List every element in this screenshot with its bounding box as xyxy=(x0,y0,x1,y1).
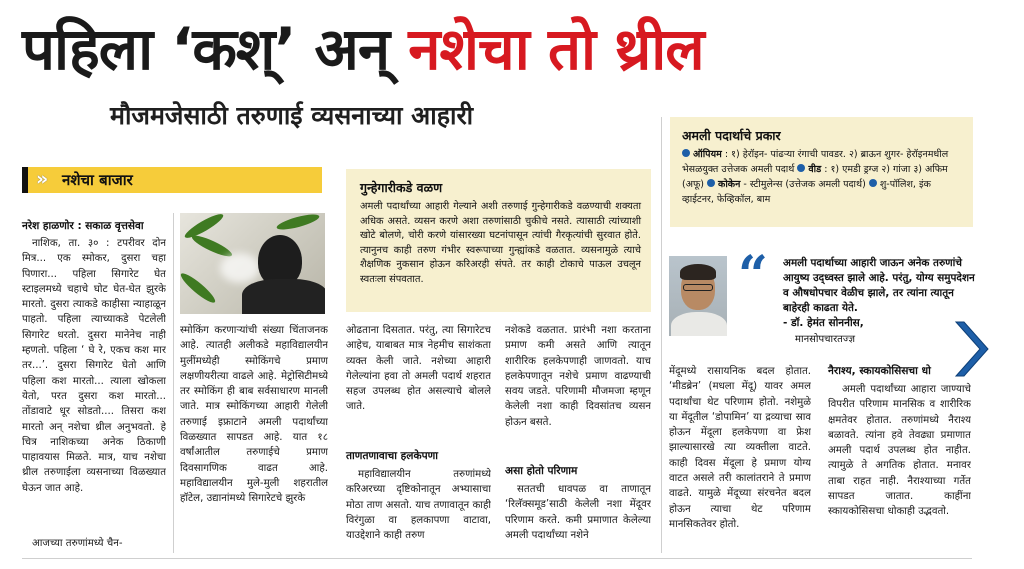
quote-icon: “ xyxy=(738,245,768,306)
column-4-heading: असा होतो परिणाम xyxy=(505,465,578,477)
section-banner-label: नशेचा बाजार xyxy=(62,171,133,189)
headline xyxy=(22,10,982,88)
column-5-text: मेंदूमध्ये रासायनिक बदल होतात. ‘मीडब्रेन’ (मधला मेंदू) यावर अमल पदार्थांचा थेट परिणाम होतो. नशेमुळे या मेंदूतील ‘डोपामिन’ या द्रव्याचा स्राव होऊन मेंदूला हलकेपणा वा फ्रेश झाल्यासारखे त्या व्यक्तीला वाटते. काही दिवस मेंदूला हे प्रमाण योग्य वाटत असले तरी कालांतराने ते प्रमाण वाढते. यामुळे मेंदूच्या संरचनेत बदल होऊन त्याचा थेट परिणाम मानसिकतेवर होतो. xyxy=(669,366,811,530)
smoking-photo xyxy=(180,213,325,314)
column-2-text: स्मोकिंग करणाऱ्यांची संख्या चिंताजनक आहे. त्यातही अलीकडे महाविद्यालयीन मुलींमध्येही स्मोकिंगचे प्रमाण लक्षणीयरीत्या वाढले आहे. मेट्रोसिटीमध्ये तर स्मोकिंग ही बाब सर्वसाधारण मानली जाते. मात्र स्मोकिंगच्या आहारी गेलेली तरुणाई इफ्राटाने अमली पदार्थांच्या विळख्यात सापडत आहे. यात १८ वर्षांआतील तरुणाईचे प्रमाण दिवसागणिक वाढत आहे. महाविद्यालयीन मुले-मुली शहरातील हॉटेल, उद्यानांमध्ये सिगारेटचे झुरके xyxy=(180,325,328,505)
quote-author: - डॉ. हेमंत सोननीस, xyxy=(783,317,864,329)
headline-red: नशेचा तो थ्रील xyxy=(408,15,704,83)
column-3-heading: ताणतणावाचा हलकेपणा xyxy=(346,450,439,462)
bullet-icon xyxy=(869,179,877,187)
drug-types-list: ऑपियम : १) हेरॉइन- पांढऱ्या रंगाची पावडर. २) ब्राऊन शुगर- हेरॉइनमधील भेसळयुक्त उत्तेजक अमली पदार्थ वीड : १) एमडी ड्रग्ज २) गांजा ३) अफिम (अफू) कोकेन - स्टीमुलेन्स (उत्तेजक अमली पदार्थ) शु-पॉलिश, इंक व्हाईटनर, फेव्हिकॉल, बाम xyxy=(682,149,949,205)
quote-role: मानसोपचारतज्ज्ञ xyxy=(795,334,856,345)
double-chevron-icon: » xyxy=(36,168,49,190)
column-1-text: नाशिक, ता. ३० : टपरीवर दोन मित्र... एक स्मोकर, दुसरा चहा पिणारा... पहिला सिगारेट घेत स्टाइलमध्ये चहाचे घोट घेत-घेत झुरके मारतो. दुसरा त्याकडे काहीसा न्याहाळून पाहतो. पहिला त्याच्याकडे पेटलेली सिगारेट धरतो. दुसरा मानेनेच नाही म्हणतो. पहिला ‘ घे रे, एकच कश मार तर...’. दुसरा सिगारेट घेतो आणि पहिला कश मारतो... त्याला खोकला येतो, परत दुसरा कश मारतो... तोंडावाटे धूर सोडतो.... तिसरा कश मारतो अन् नशेचा थ्रील अनुभवतो. हे चित्र नाशिकच्या अनेक ठिकाणी पाहावयास मिळते. मात्र, याच नशेचा थ्रील तरुणाईला व्यसनाच्या विळख्यात घेऊन जात आहे. xyxy=(22,238,166,494)
drug-types-title: अमली पदार्थाचे प्रकार xyxy=(682,128,781,143)
doctor-portrait xyxy=(669,256,727,336)
bottom-rule xyxy=(22,558,972,559)
next-arrow-icon[interactable] xyxy=(950,318,990,380)
quote-text: अमली पदार्थाच्या आहारी जाऊन अनेक तरुणांचे आयुष्य उद्ध्वस्त झाले आहे. परंतु, योग्य समुपदेशन व औषधोपचार वेळीच झाले, तर त्यांना त्यातून बाहेरही काढता येते. xyxy=(783,257,975,314)
subheadline: मौजमजेसाठी तरुणाई व्यसनाच्या आहारी xyxy=(110,101,474,130)
column-4-top: नशेकडे वळतात. प्रारंभी नशा करताना प्रमाण कमी असते आणि त्यातून शारीरिक हलकेपणाही जाणवतो. याच हलकेपणातून नशेचे प्रमाण वाढण्याची सवय जडते. परिणामी मौजमजा म्हणून केलेली नशा काही दिवसांतच व्यसन होऊन बसते. xyxy=(505,325,651,428)
column-divider xyxy=(173,213,174,553)
bullet-icon xyxy=(707,179,715,187)
bullet-icon xyxy=(682,149,690,157)
crime-sidebar xyxy=(346,169,651,312)
column-4-bottom: सततची धावपळ वा ताणातून ‘रिलॅक्समूड’साठी केलेली नशा मेंदूवर परिणाम करते. कमी प्रमाणात केलेल्या अमली पदार्थांच्या नशेने xyxy=(505,484,651,541)
headline-black: पहिला ‘कश्’ अन् xyxy=(22,15,390,83)
byline: नरेश हाळणोर : सकाळ वृत्तसेवा xyxy=(22,220,144,232)
bullet-icon xyxy=(797,164,805,172)
crime-sidebar-text: अमली पदार्थांच्या आहारी गेल्याने अशी तरुणाई गुन्हेगारीकडे वळण्याची शक्यता अधिक असते. व्यसन करणे अशा तरुणांसाठी चुकीचे नसते. त्यासाठी त्यांच्याशी खोटे बोलणे, चोरी करणे यांसारख्या घटनांपासून त्यांची गैरकृत्यांची सुरवात होते. त्यानुनच काही तरुण गंभीर स्वरूपाच्या गुन्ह्यांकडे वळतात. व्यसनामुळे त्याचे शैक्षणिक नुकसान होऊन करिअरही संपते. तर काही टोकाचे पाऊल उचलून स्वतःला संपवतात. xyxy=(360,201,641,285)
column-1-tail: आजच्या तरुणांमध्ये चैन- xyxy=(32,538,123,549)
drug-types-box xyxy=(670,117,973,227)
column-divider xyxy=(661,117,662,553)
crime-sidebar-title: गुन्हेगारीकडे वळण xyxy=(360,180,443,195)
section-banner xyxy=(22,167,322,193)
column-3-bottom: महाविद्यालयीन तरुणांमध्ये करिअरच्या दृष्टिकोनातून अभ्यासाचा मोठा ताण असतो. याच तणावातून काही विरंगुळा वा हलकापणा वाटावा, याउद्देशाने काही तरुण xyxy=(346,469,491,542)
column-6-heading: नैराश्य, स्कायकोसिसचा धो xyxy=(828,365,931,377)
column-6-text: अमली पदार्थांच्या आहारा जाण्याचे विपरीत परिणाम मानसिक व शारीरिक क्षमतेवर होतात. तरुणांमध्ये नैराश्य बळावते. त्यांना हवे तेवढ्या प्रमाणात अमली पदार्थ उपलब्ध होत नाहीत. त्यामुळे ते अगतिक होतात. मनावर ताबा राहत नाही. नैराश्याच्या गर्तेत सापडत जातात. काहींना स्कायकोसिसचा धोकाही उद्भवतो. xyxy=(828,384,971,518)
column-3-top: ओढताना दिसतात. परंतु, त्या सिगारेटच आहेच, याबाबत मात्र नेहमीच साशंकता व्यक्त केली जाते. नशेच्या आहारी गेलेल्यांना हवा तो अमली पदार्थ शहरात सहज उपलब्ध होत असल्याचे बोलले जाते. xyxy=(346,325,491,413)
